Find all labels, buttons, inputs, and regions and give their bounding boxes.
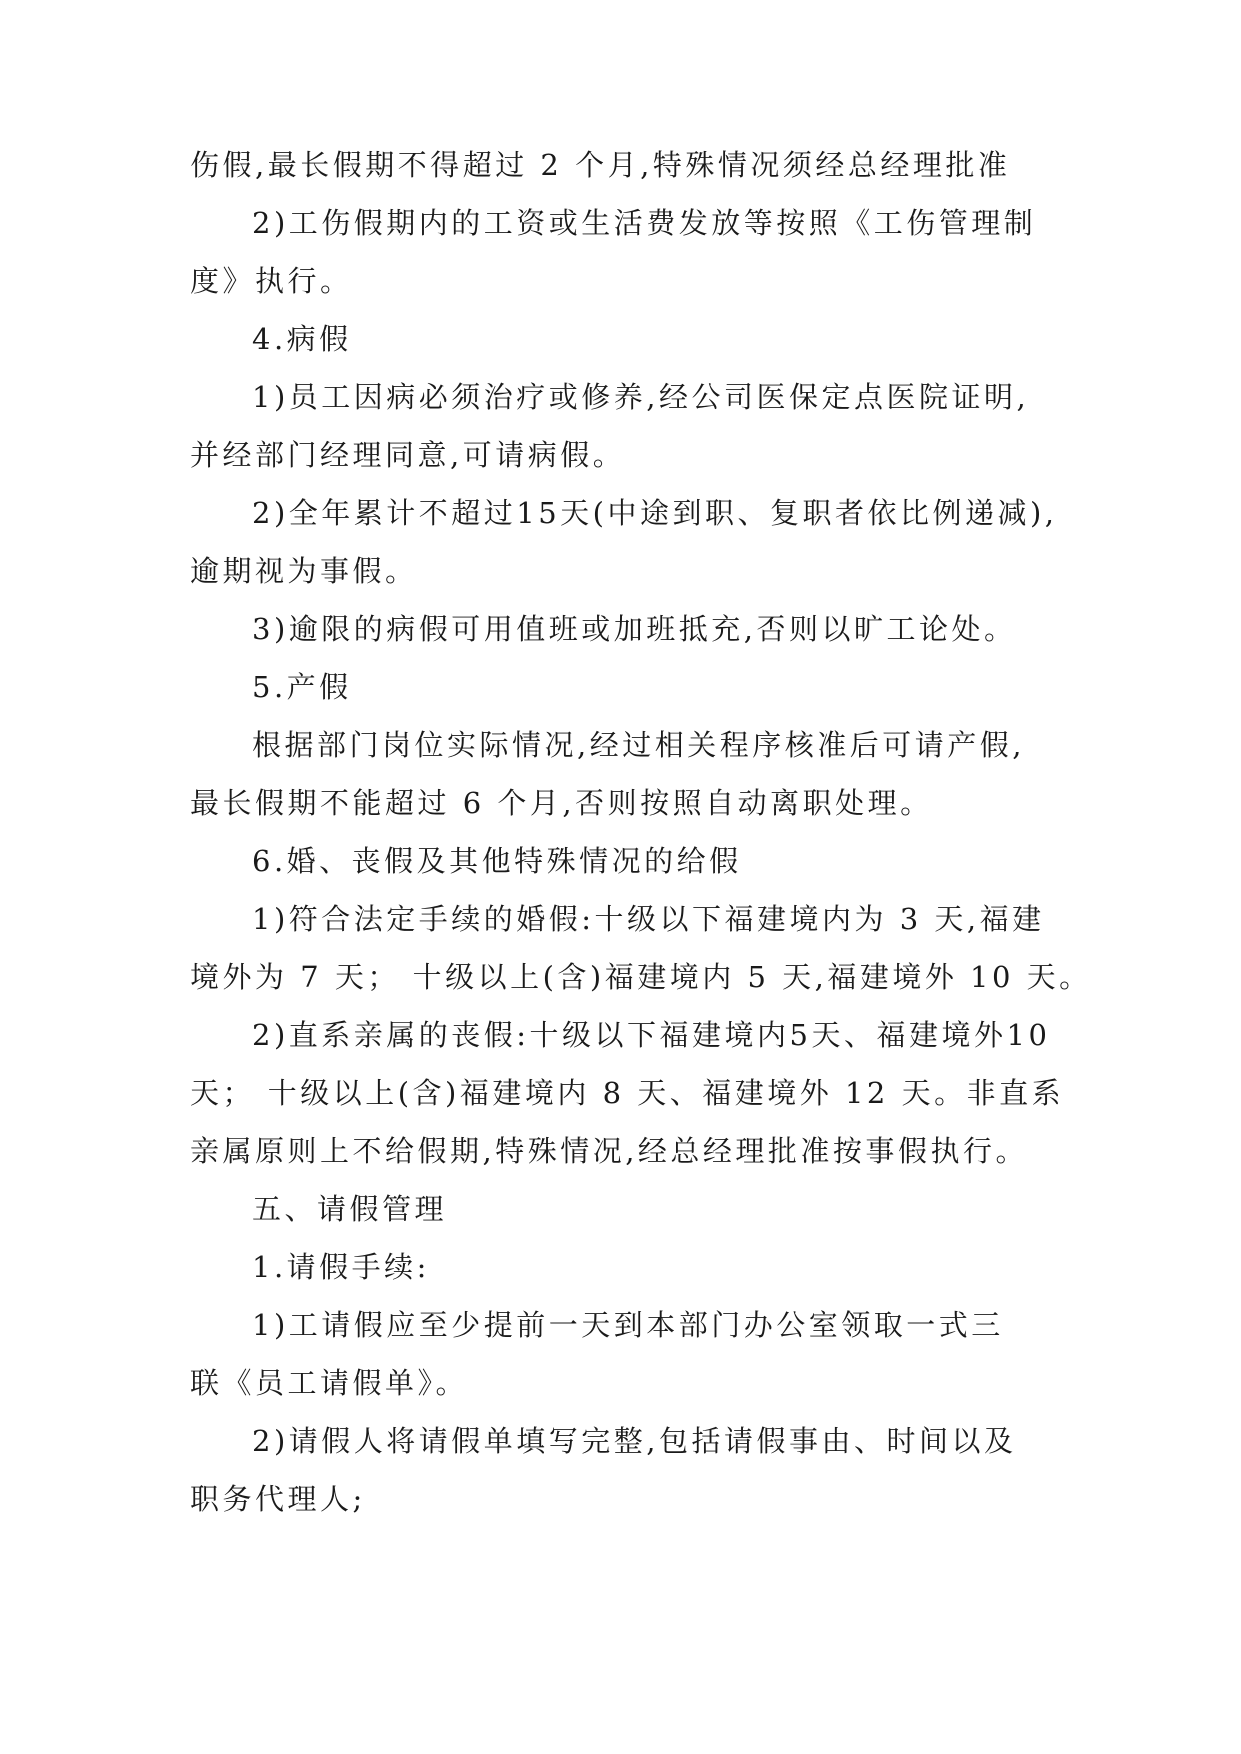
section-heading: 1.请假手续:: [252, 1250, 430, 1284]
text-line: 伤假,最长假期不得超过 2 个月,特殊情况须经总经理批准: [190, 148, 1011, 182]
text-line: 最长假期不能超过 6 个月,否则按照自动离职处理。: [190, 786, 933, 820]
text-line: 1)符合法定手续的婚假:十级以下福建境内为 3 天,福建: [252, 902, 1045, 936]
text-line: 2)全年累计不超过15天(中途到职、复职者依比例递减),: [252, 496, 1058, 530]
text-line: 职务代理人;: [190, 1482, 366, 1516]
text-line: 境外为 7 天； 十级以上(含)福建境内 5 天,福建境外 10 天。: [190, 960, 1092, 994]
text-line: 根据部门岗位实际情况,经过相关程序核准后可请产假,: [252, 728, 1025, 762]
section-heading: 4.病假: [252, 322, 352, 356]
text-line: 1)员工因病必须治疗或修养,经公司医保定点医院证明,: [252, 380, 1030, 414]
text-line: 度》执行。: [190, 264, 353, 298]
text-line: 天； 十级以上(含)福建境内 8 天、福建境外 12 天。非直系: [190, 1076, 1065, 1110]
text-line: 3)逾限的病假可用值班或加班抵充,否则以旷工论处。: [252, 612, 1017, 646]
text-line: 1)工请假应至少提前一天到本部门办公室领取一式三: [252, 1308, 1004, 1342]
section-heading: 6.婚、丧假及其他特殊情况的给假: [252, 844, 742, 878]
text-line: 2)直系亲属的丧假:十级以下福建境内5天、福建境外10: [252, 1018, 1051, 1052]
section-heading: 5.产假: [252, 670, 352, 704]
text-line: 2)请假人将请假单填写完整,包括请假事由、时间以及: [252, 1424, 1017, 1458]
text-line: 联《员工请假单》。: [190, 1366, 469, 1400]
text-line: 2)工伤假期内的工资或生活费发放等按照《工伤管理制: [252, 206, 1037, 240]
text-line: 逾期视为事假。: [190, 554, 418, 588]
section-heading: 五、请假管理: [252, 1192, 448, 1226]
text-line: 亲属原则上不给假期,特殊情况,经总经理批准按事假执行。: [190, 1134, 1028, 1168]
text-line: 并经部门经理同意,可请病假。: [190, 438, 626, 472]
